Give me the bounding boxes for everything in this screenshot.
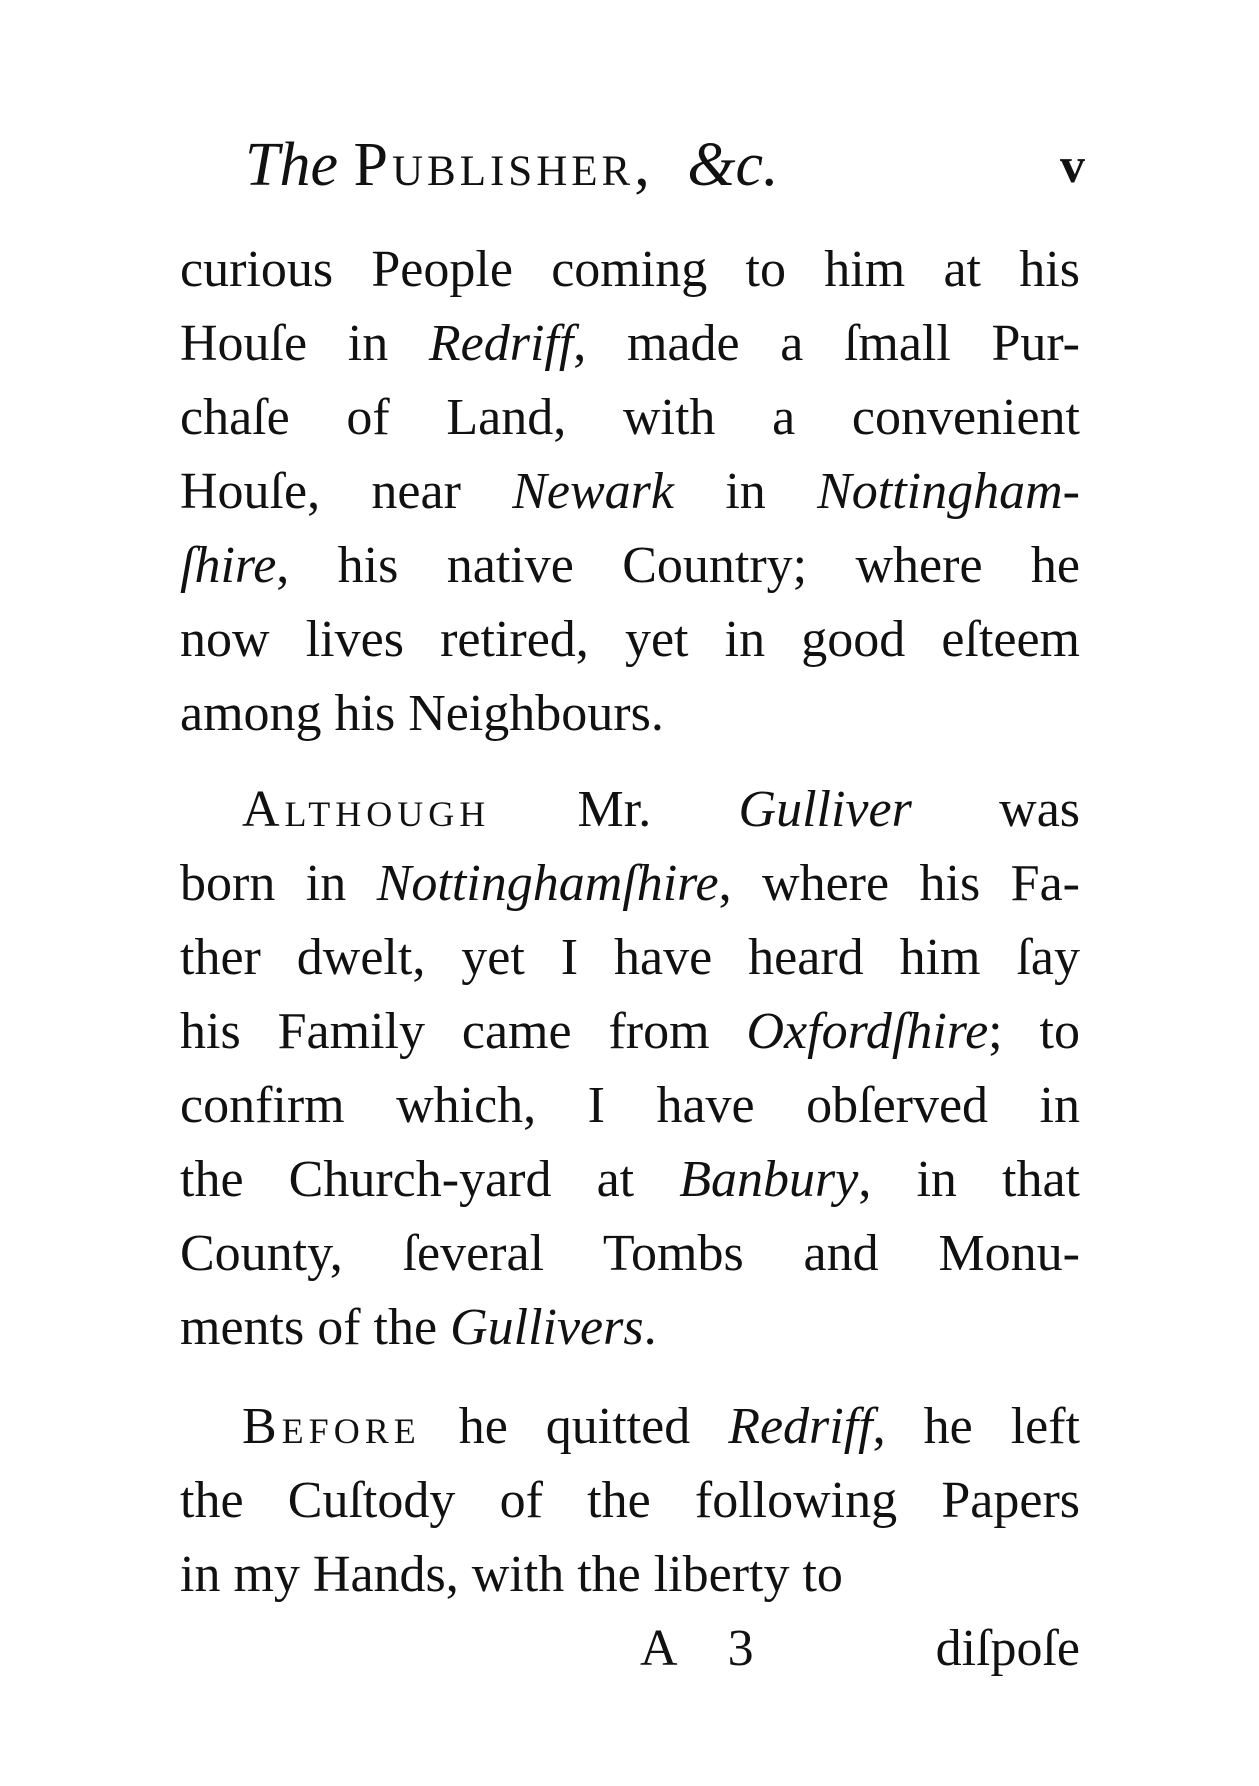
text-run: ; to bbox=[988, 1003, 1080, 1060]
italic-run: Gulliver bbox=[738, 781, 912, 838]
text-line bbox=[180, 603, 1080, 677]
text-line bbox=[180, 773, 1080, 847]
text-line bbox=[180, 1069, 1080, 1143]
text-line bbox=[180, 677, 1080, 751]
text-run: his Family came from bbox=[180, 1003, 747, 1060]
text-run: . bbox=[643, 1299, 657, 1356]
text-run: Houſe, near bbox=[180, 463, 513, 520]
text-line bbox=[180, 1143, 1080, 1217]
italic-run: Redriff bbox=[728, 1398, 873, 1455]
italic-run: Redriff bbox=[428, 315, 574, 372]
italic-run: Newark bbox=[512, 463, 674, 520]
text-run: was bbox=[911, 781, 1081, 838]
text-run: ments of the bbox=[180, 1299, 451, 1356]
text-line bbox=[180, 1291, 1080, 1365]
header-title-italic: The bbox=[245, 131, 338, 199]
text-run: confirm which, I have obſerved in bbox=[180, 1077, 1080, 1134]
text-run: , his native Country; where he bbox=[276, 537, 1080, 594]
catchword: diſpoſe bbox=[935, 1620, 1080, 1677]
italic-run: ſhire bbox=[180, 537, 277, 594]
text-run: , where his Fa- bbox=[718, 855, 1080, 912]
text-line bbox=[180, 995, 1080, 1069]
paragraph-1 bbox=[180, 233, 1080, 751]
text-line bbox=[180, 921, 1080, 995]
small-caps-run: Although bbox=[242, 781, 491, 838]
italic-run: Oxfordſhire bbox=[746, 1003, 989, 1060]
text-run: born in bbox=[180, 855, 377, 912]
text-line bbox=[180, 307, 1080, 381]
text-run: in my Hands, with the liberty to bbox=[180, 1546, 843, 1603]
text-run: ther dwelt, yet I have heard him ſay bbox=[180, 929, 1080, 986]
text-line bbox=[180, 1390, 1080, 1464]
text-line bbox=[180, 233, 1080, 307]
text-line bbox=[180, 529, 1080, 603]
text-run: Houſe in bbox=[180, 315, 429, 372]
text-run: , he left bbox=[872, 1398, 1080, 1455]
text-run: curious People coming to him at his bbox=[180, 241, 1080, 298]
text-run: , made a ſmall Pur- bbox=[573, 315, 1080, 372]
text-line bbox=[180, 1464, 1080, 1538]
text-line bbox=[180, 455, 1080, 529]
text-run: now lives retired, yet in good eſteem bbox=[180, 611, 1080, 668]
text-run: the Cuſtody of the following Papers bbox=[180, 1472, 1080, 1529]
text-line bbox=[180, 847, 1080, 921]
italic-run: Gullivers bbox=[450, 1299, 644, 1356]
italic-run: Nottinghamſhire bbox=[376, 855, 719, 912]
text-line bbox=[180, 381, 1080, 455]
paragraph-3 bbox=[180, 1390, 1080, 1612]
page-footer bbox=[180, 1612, 1080, 1686]
text-line bbox=[180, 1538, 1080, 1612]
text-run: County, ſeveral Tombs and Monu- bbox=[180, 1225, 1080, 1282]
text-run: in bbox=[673, 463, 818, 520]
text-run: chaſe of Land, with a convenient bbox=[180, 389, 1080, 446]
text-run: he quitted bbox=[420, 1398, 729, 1455]
page-number: v bbox=[1060, 137, 1085, 193]
text-run: , in that bbox=[858, 1151, 1080, 1208]
text-run: Mr. bbox=[490, 781, 739, 838]
header-etc: &c. bbox=[687, 131, 779, 199]
italic-run: Nottingham- bbox=[817, 463, 1080, 520]
paragraph-2 bbox=[180, 773, 1080, 1365]
text-run: among his Neighbours. bbox=[180, 685, 664, 742]
running-header bbox=[245, 120, 1085, 210]
text-line bbox=[180, 1217, 1080, 1291]
small-caps-run: Before bbox=[242, 1398, 421, 1455]
signature-mark: A 3 bbox=[640, 1620, 774, 1677]
header-title-caps: Publisher, bbox=[353, 131, 654, 199]
italic-run: Banbury bbox=[679, 1151, 859, 1208]
text-run: the Church-yard at bbox=[180, 1151, 680, 1208]
